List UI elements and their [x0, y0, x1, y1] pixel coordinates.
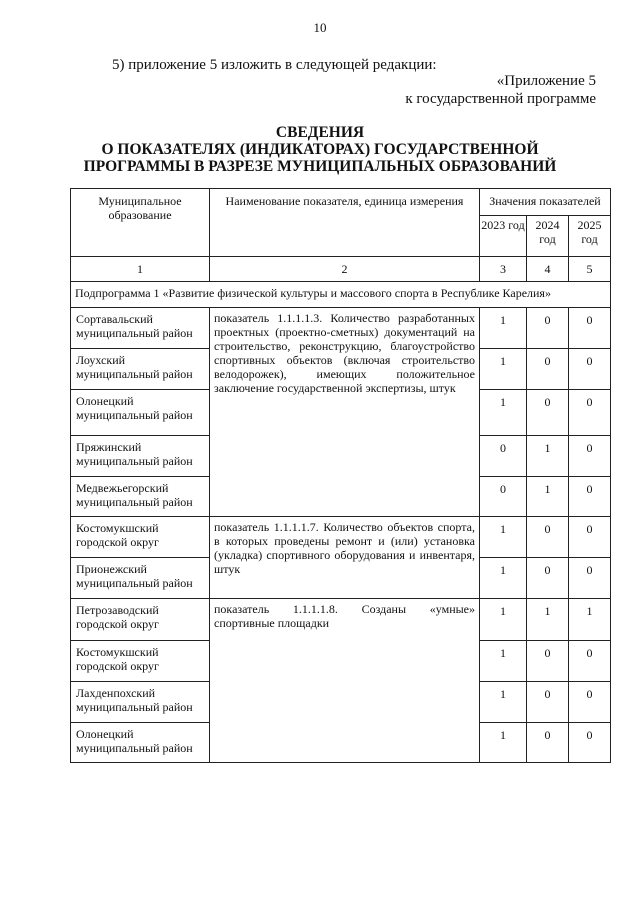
table-row — [71, 599, 611, 641]
value-cell: 0 — [569, 682, 611, 723]
column-number: 3 — [480, 257, 527, 282]
municipality-cell: Прионежский муниципальный район — [71, 558, 210, 599]
value-cell: 0 — [480, 436, 527, 477]
value-cell: 0 — [527, 682, 569, 723]
header-row — [71, 189, 611, 216]
value-cell: 1 — [480, 641, 527, 682]
municipality-cell: Лахденпохский муниципальный район — [71, 682, 210, 723]
document-heading — [0, 124, 640, 175]
value-cell: 1 — [569, 599, 611, 641]
municipality-cell: Медвежьегорский муниципальный район — [71, 477, 210, 517]
value-cell: 0 — [527, 390, 569, 436]
municipality-cell: Костомукшский городской округ — [71, 641, 210, 682]
value-cell: 0 — [527, 517, 569, 558]
value-cell: 1 — [480, 558, 527, 599]
value-cell: 1 — [527, 477, 569, 517]
appendix-note-line1: «Приложение 5 — [496, 73, 596, 89]
municipality-cell: Олонецкий муниципальный район — [71, 390, 210, 436]
year-header: 2023 год — [480, 216, 527, 257]
value-cell: 1 — [527, 599, 569, 641]
values-header: Значения показателей — [480, 189, 611, 216]
value-cell: 0 — [569, 517, 611, 558]
value-cell: 0 — [527, 558, 569, 599]
indicator-cell: показатель 1.1.1.1.7. Количество объектов спорта, в которых проведены ремонт и (или) установка (укладка) спортивного оборудования и инвентаря, штук — [210, 517, 480, 599]
heading-line3: ПРОГРАММЫ В РАЗРЕЗЕ МУНИЦИПАЛЬНЫХ ОБРАЗОВАНИЙ — [83, 158, 557, 175]
value-cell: 0 — [527, 308, 569, 349]
table-row — [71, 517, 611, 558]
value-cell: 0 — [527, 349, 569, 390]
value-cell: 0 — [480, 477, 527, 517]
value-cell: 0 — [569, 436, 611, 477]
subprogram-row — [71, 282, 611, 308]
value-cell: 1 — [480, 349, 527, 390]
value-cell: 0 — [569, 349, 611, 390]
value-cell: 0 — [569, 641, 611, 682]
column-number: 5 — [569, 257, 611, 282]
value-cell: 1 — [480, 682, 527, 723]
municipality-cell: Костомукшский городской округ — [71, 517, 210, 558]
indicators-table — [70, 188, 611, 763]
table-row — [71, 308, 611, 349]
heading-line1: СВЕДЕНИЯ — [275, 124, 365, 141]
column-number: 4 — [527, 257, 569, 282]
column-number: 2 — [210, 257, 480, 282]
value-cell: 0 — [527, 641, 569, 682]
indicator-cell: показатель 1.1.1.1.3. Количество разработанных проектных (проектно-сметных) документаций на строительство, реконструкцию, благоустройство спортивных объектов (включая строительство велодорожек), имеющих положительное заключение государственной экспертизы, штук — [210, 308, 480, 517]
subprogram-title: Подпрограмма 1 «Развитие физической культуры и массового спорта в Республике Карелия» — [71, 282, 611, 308]
municipality-cell: Олонецкий муниципальный район — [71, 723, 210, 763]
value-cell: 1 — [480, 390, 527, 436]
municipality-cell: Пряжинский муниципальный район — [71, 436, 210, 477]
value-cell: 0 — [569, 723, 611, 763]
appendix-note — [405, 72, 596, 108]
indicator-header: Наименование показателя, единица измерения — [210, 189, 480, 257]
value-cell: 0 — [569, 390, 611, 436]
indicator-cell: показатель 1.1.1.1.8. Созданы «умные» спортивные площадки — [210, 599, 480, 763]
year-header: 2025 год — [569, 216, 611, 257]
intro-line: 5) приложение 5 изложить в следующей редакции: — [112, 57, 437, 73]
year-header: 2024 год — [527, 216, 569, 257]
municipality-cell: Лоухский муниципальный район — [71, 349, 210, 390]
municipality-cell: Петрозаводский городской округ — [71, 599, 210, 641]
value-cell: 0 — [569, 308, 611, 349]
municipality-header: Муниципальное образование — [71, 189, 210, 257]
municipality-cell: Сортавальский муниципальный район — [71, 308, 210, 349]
value-cell: 0 — [569, 558, 611, 599]
value-cell: 1 — [480, 517, 527, 558]
column-numbers-row — [71, 257, 611, 282]
column-number: 1 — [71, 257, 210, 282]
value-cell: 1 — [480, 723, 527, 763]
heading-line2: О ПОКАЗАТЕЛЯХ (ИНДИКАТОРАХ) ГОСУДАРСТВЕННОЙ — [101, 141, 539, 158]
value-cell: 1 — [480, 599, 527, 641]
value-cell: 1 — [480, 308, 527, 349]
value-cell: 0 — [527, 723, 569, 763]
appendix-note-line2: к государственной программе — [405, 91, 596, 107]
value-cell: 0 — [569, 477, 611, 517]
value-cell: 1 — [527, 436, 569, 477]
page-number: 10 — [313, 20, 327, 35]
